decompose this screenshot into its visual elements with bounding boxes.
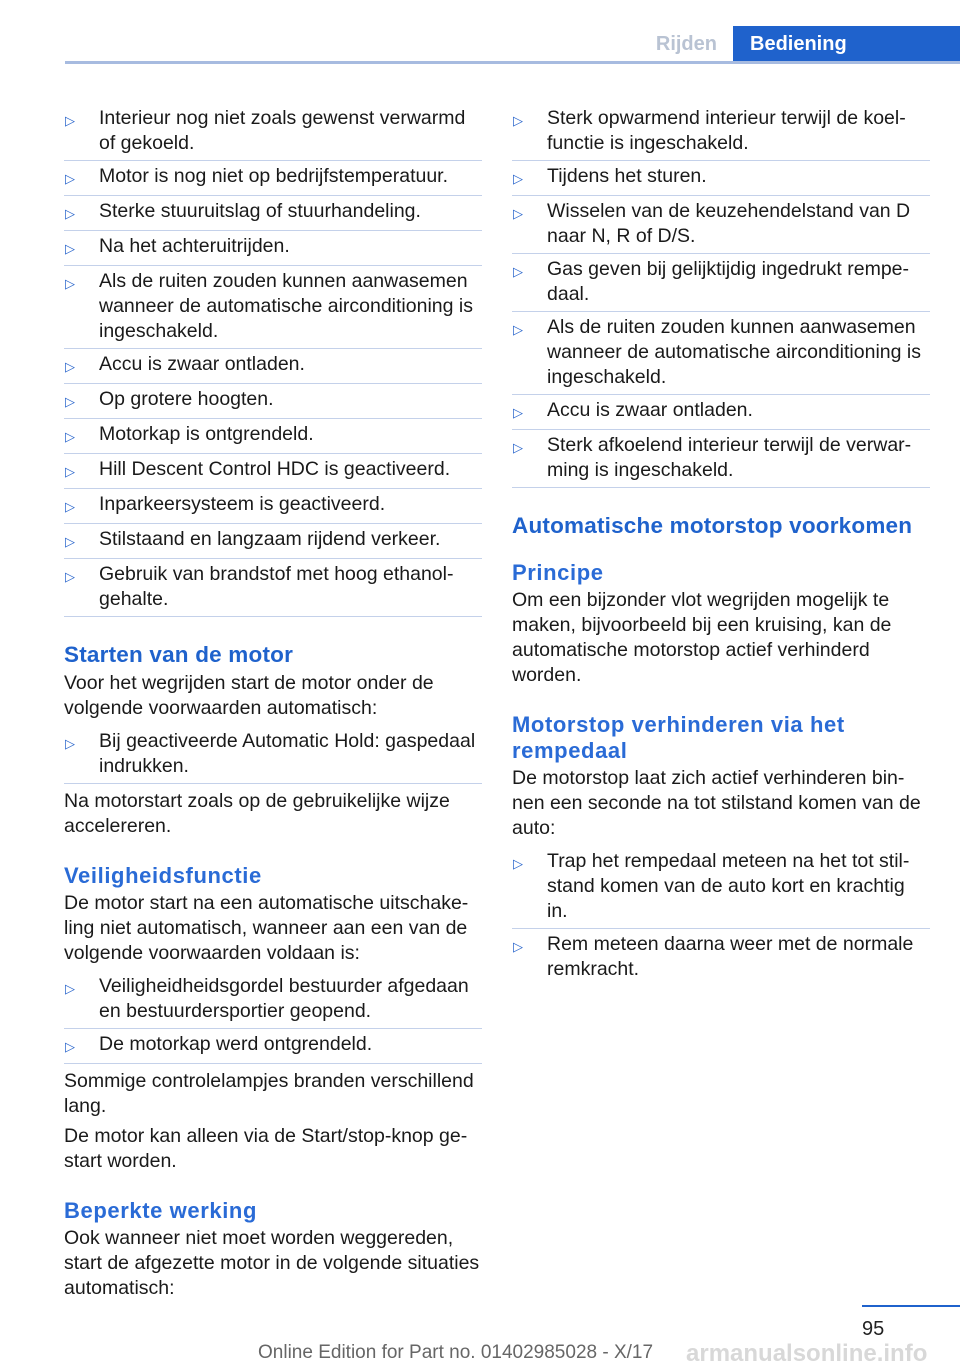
header-divider (65, 61, 960, 64)
list-item: ▷ Bij geactiveerde Automatic Hold: gaspedaal indrukken. (64, 726, 482, 784)
right-column (512, 103, 930, 986)
list-item: ▷ Sterke stuuruitslag of stuurhandeling. (64, 196, 482, 231)
bullet-icon: ▷ (513, 939, 523, 954)
list-item: ▷ Hill Descent Control HDC is geactiveerd. (64, 454, 482, 489)
list-item: ▷ Tijdens het sturen. (512, 161, 930, 196)
paragraph: Sommige controlelampjes branden verschillend lang. (64, 1070, 474, 1117)
left-column (64, 103, 482, 1306)
header-tabs (634, 26, 960, 62)
list-item: ▷ Accu is zwaar ontladen. (512, 395, 930, 430)
paragraph: Ook wanneer niet moet worden weggereden, start de afgezette motor in de volgende situaties automatisch: (64, 1227, 480, 1299)
heading-principe: Principe (512, 560, 604, 585)
list-item: ▷ Stilstaand en langzaam rijdend verkeer. (64, 524, 482, 559)
bullet-icon: ▷ (65, 429, 75, 444)
bullet-icon: ▷ (513, 322, 523, 337)
paragraph: De motor start na een automatische uitschakeling niet automatisch, wanneer aan een van de volgende voorwaarden voldaan is: (64, 892, 469, 964)
list-item: ▷ Trap het rempedaal meteen na het tot stilstand komen van de auto kort en krachtig in. (512, 846, 930, 929)
bullet-icon: ▷ (65, 113, 75, 128)
heading-veiligheid: Veiligheidsfunctie (64, 863, 262, 888)
rempedaal-list (512, 846, 930, 986)
list-item: ▷ Na het achteruitrijden. (64, 231, 482, 266)
heading-beperkt: Beperkte werking (64, 1198, 258, 1223)
paragraph: De motor kan alleen via de Start/stop-knop gestart worden. (64, 1125, 468, 1172)
bullet-icon: ▷ (513, 856, 523, 871)
list-item: ▷ Op grotere hoogten. (64, 384, 482, 419)
veiligheid-list (64, 971, 482, 1064)
paragraph: Na motorstart zoals op de gebruikelijke wijze accelereren. (64, 790, 450, 837)
bullet-icon: ▷ (513, 440, 523, 455)
bullet-icon: ▷ (65, 206, 75, 221)
bullet-icon: ▷ (65, 359, 75, 374)
bullet-icon: ▷ (65, 499, 75, 514)
footer-edition: Online Edition for Part no. 01402985028 - X/17 (258, 1342, 654, 1363)
bullet-icon: ▷ (513, 206, 523, 221)
list-item: ▷ Sterk afkoelend interieur terwijl de verwarming is ingeschakeld. (512, 430, 930, 488)
paragraph: Om een bijzonder vlot wegrijden mogelijk te maken, bijvoorbeeld bij een kruising, kan de automatische motorstop actief verhinderd worden. (512, 589, 892, 686)
heading-rempedaal: Motorstop verhinderen via het rempedaal (512, 712, 845, 763)
bullet-icon: ▷ (65, 981, 75, 996)
list-item: ▷ Als de ruiten zouden kunnen aanwasemen wanneer de automatische airconditioning is ingeschakeld. (512, 312, 930, 395)
footer-divider (862, 1305, 960, 1307)
condition-list-right (512, 103, 930, 488)
bullet-icon: ▷ (513, 171, 523, 186)
starten-list (64, 726, 482, 784)
list-item: ▷ De motorkap werd ontgrendeld. (64, 1029, 482, 1064)
list-item: ▷ Sterk opwarmend interieur terwijl de koelfunctie is ingeschakeld. (512, 103, 930, 161)
list-item: ▷ Motorkap is ontgrendeld. (64, 419, 482, 454)
list-item: ▷ Motor is nog niet op bedrijfstemperatuur. (64, 161, 482, 196)
bullet-icon: ▷ (65, 736, 75, 751)
tab-bediening[interactable]: Bediening (733, 26, 960, 62)
list-item: ▷ Wisselen van de keuzehendelstand van D naar N, R of D/S. (512, 196, 930, 254)
heading-starten: Starten van de motor (64, 642, 294, 667)
bullet-icon: ▷ (513, 405, 523, 420)
bullet-icon: ▷ (65, 394, 75, 409)
condition-list-left (64, 103, 482, 617)
list-item: ▷ Rem meteen daarna weer met de normale remkracht. (513, 933, 914, 980)
bullet-icon: ▷ (65, 276, 75, 291)
bullet-icon: ▷ (65, 534, 75, 549)
heading-voorkomen: Automatische motorstop voorkomen (512, 513, 913, 538)
list-item: ▷ Interieur nog niet zoals gewenst verwarmd of gekoeld. (64, 103, 482, 161)
paragraph: De motorstop laat zich actief verhinderen binnen een seconde na tot stilstand komen van de auto: (512, 767, 921, 839)
list-item: ▷ Als de ruiten zouden kunnen aanwasemen wanneer de automatische airconditioning is ingeschakeld. (64, 266, 482, 349)
bullet-icon: ▷ (65, 171, 75, 186)
paragraph: Voor het wegrijden start de motor onder de volgende voorwaarden automatisch: (64, 672, 434, 719)
bullet-icon: ▷ (65, 1039, 75, 1054)
bullet-icon: ▷ (65, 569, 75, 584)
page-number: 95 (862, 1318, 885, 1340)
list-item: ▷ Veiligheidheidsgordel bestuurder afgedaan en bestuurdersportier geopend. (64, 971, 482, 1029)
bullet-icon: ▷ (65, 464, 75, 479)
bullet-icon: ▷ (513, 264, 523, 279)
list-item: ▷ Gas geven bij gelijktijdig ingedrukt rempedaal. (512, 254, 930, 312)
bullet-icon: ▷ (513, 113, 523, 128)
list-item: ▷ Inparkeersysteem is geactiveerd. (64, 489, 482, 524)
list-item: ▷ Gebruik van brandstof met hoog ethanolgehalte. (64, 559, 482, 617)
list-item: ▷ Accu is zwaar ontladen. (64, 349, 482, 384)
bullet-icon: ▷ (65, 241, 75, 256)
watermark: armanualsonline.info (686, 1340, 928, 1367)
tab-rijden[interactable]: Rijden (655, 32, 717, 55)
